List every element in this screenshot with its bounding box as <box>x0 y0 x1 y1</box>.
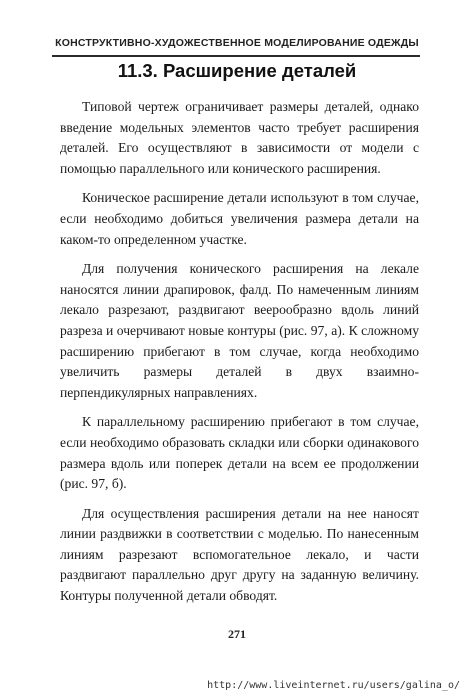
header-rule <box>52 55 420 57</box>
paragraph-1: Типовой чертеж ограничивает размеры деталей, однако введение модельных элементов часто требует расширения деталей. Его осуществляют в зависимости от модели с помощью параллельного или конического расширения. <box>60 99 419 176</box>
watermark-url: http://www.liveinternet.ru/users/galina_o/ <box>207 680 460 691</box>
paragraph-5: Для осуществления расширения детали на нее наносят линии раздвижки в соответствии с моделью. По нанесенным линиям разрезают вспомогательное лекало, и части раздвигают параллельно друг другу на заданную величину. Контуры полученной детали обводят. <box>60 505 419 604</box>
body-text <box>60 97 419 616</box>
paragraph-3: Для получения конического расширения на лекале наносятся линии драпировок, фалд. По намеченным линиям лекало разрезают, раздвигают веерообразно вдоль линий разреза и очерчивают новые контуры (рис. 97, а). К сложному расширению прибегают в том случае, когда необходимо увеличить размеры деталей в двух взаимно-перпендикулярных направлениях. <box>60 261 419 400</box>
section-title: 11.3. Расширение деталей <box>117 60 357 81</box>
paragraph-4: К параллельному расширению прибегают в том случае, если необходимо образовать складки или сборки одинакового размера вдоль или поперек детали на всем ее продолжении (рис. 97, б). <box>60 414 419 492</box>
page-number: 271 <box>228 627 246 641</box>
paragraph-2: Коническое расширение детали используют в том случае, если необходимо добиться увеличения размера детали на каком-то определенном участке. <box>60 190 419 247</box>
running-header: КОНСТРУКТИВНО-ХУДОЖЕСТВЕННОЕ МОДЕЛИРОВАНИЕ ОДЕЖДЫ <box>55 37 419 49</box>
